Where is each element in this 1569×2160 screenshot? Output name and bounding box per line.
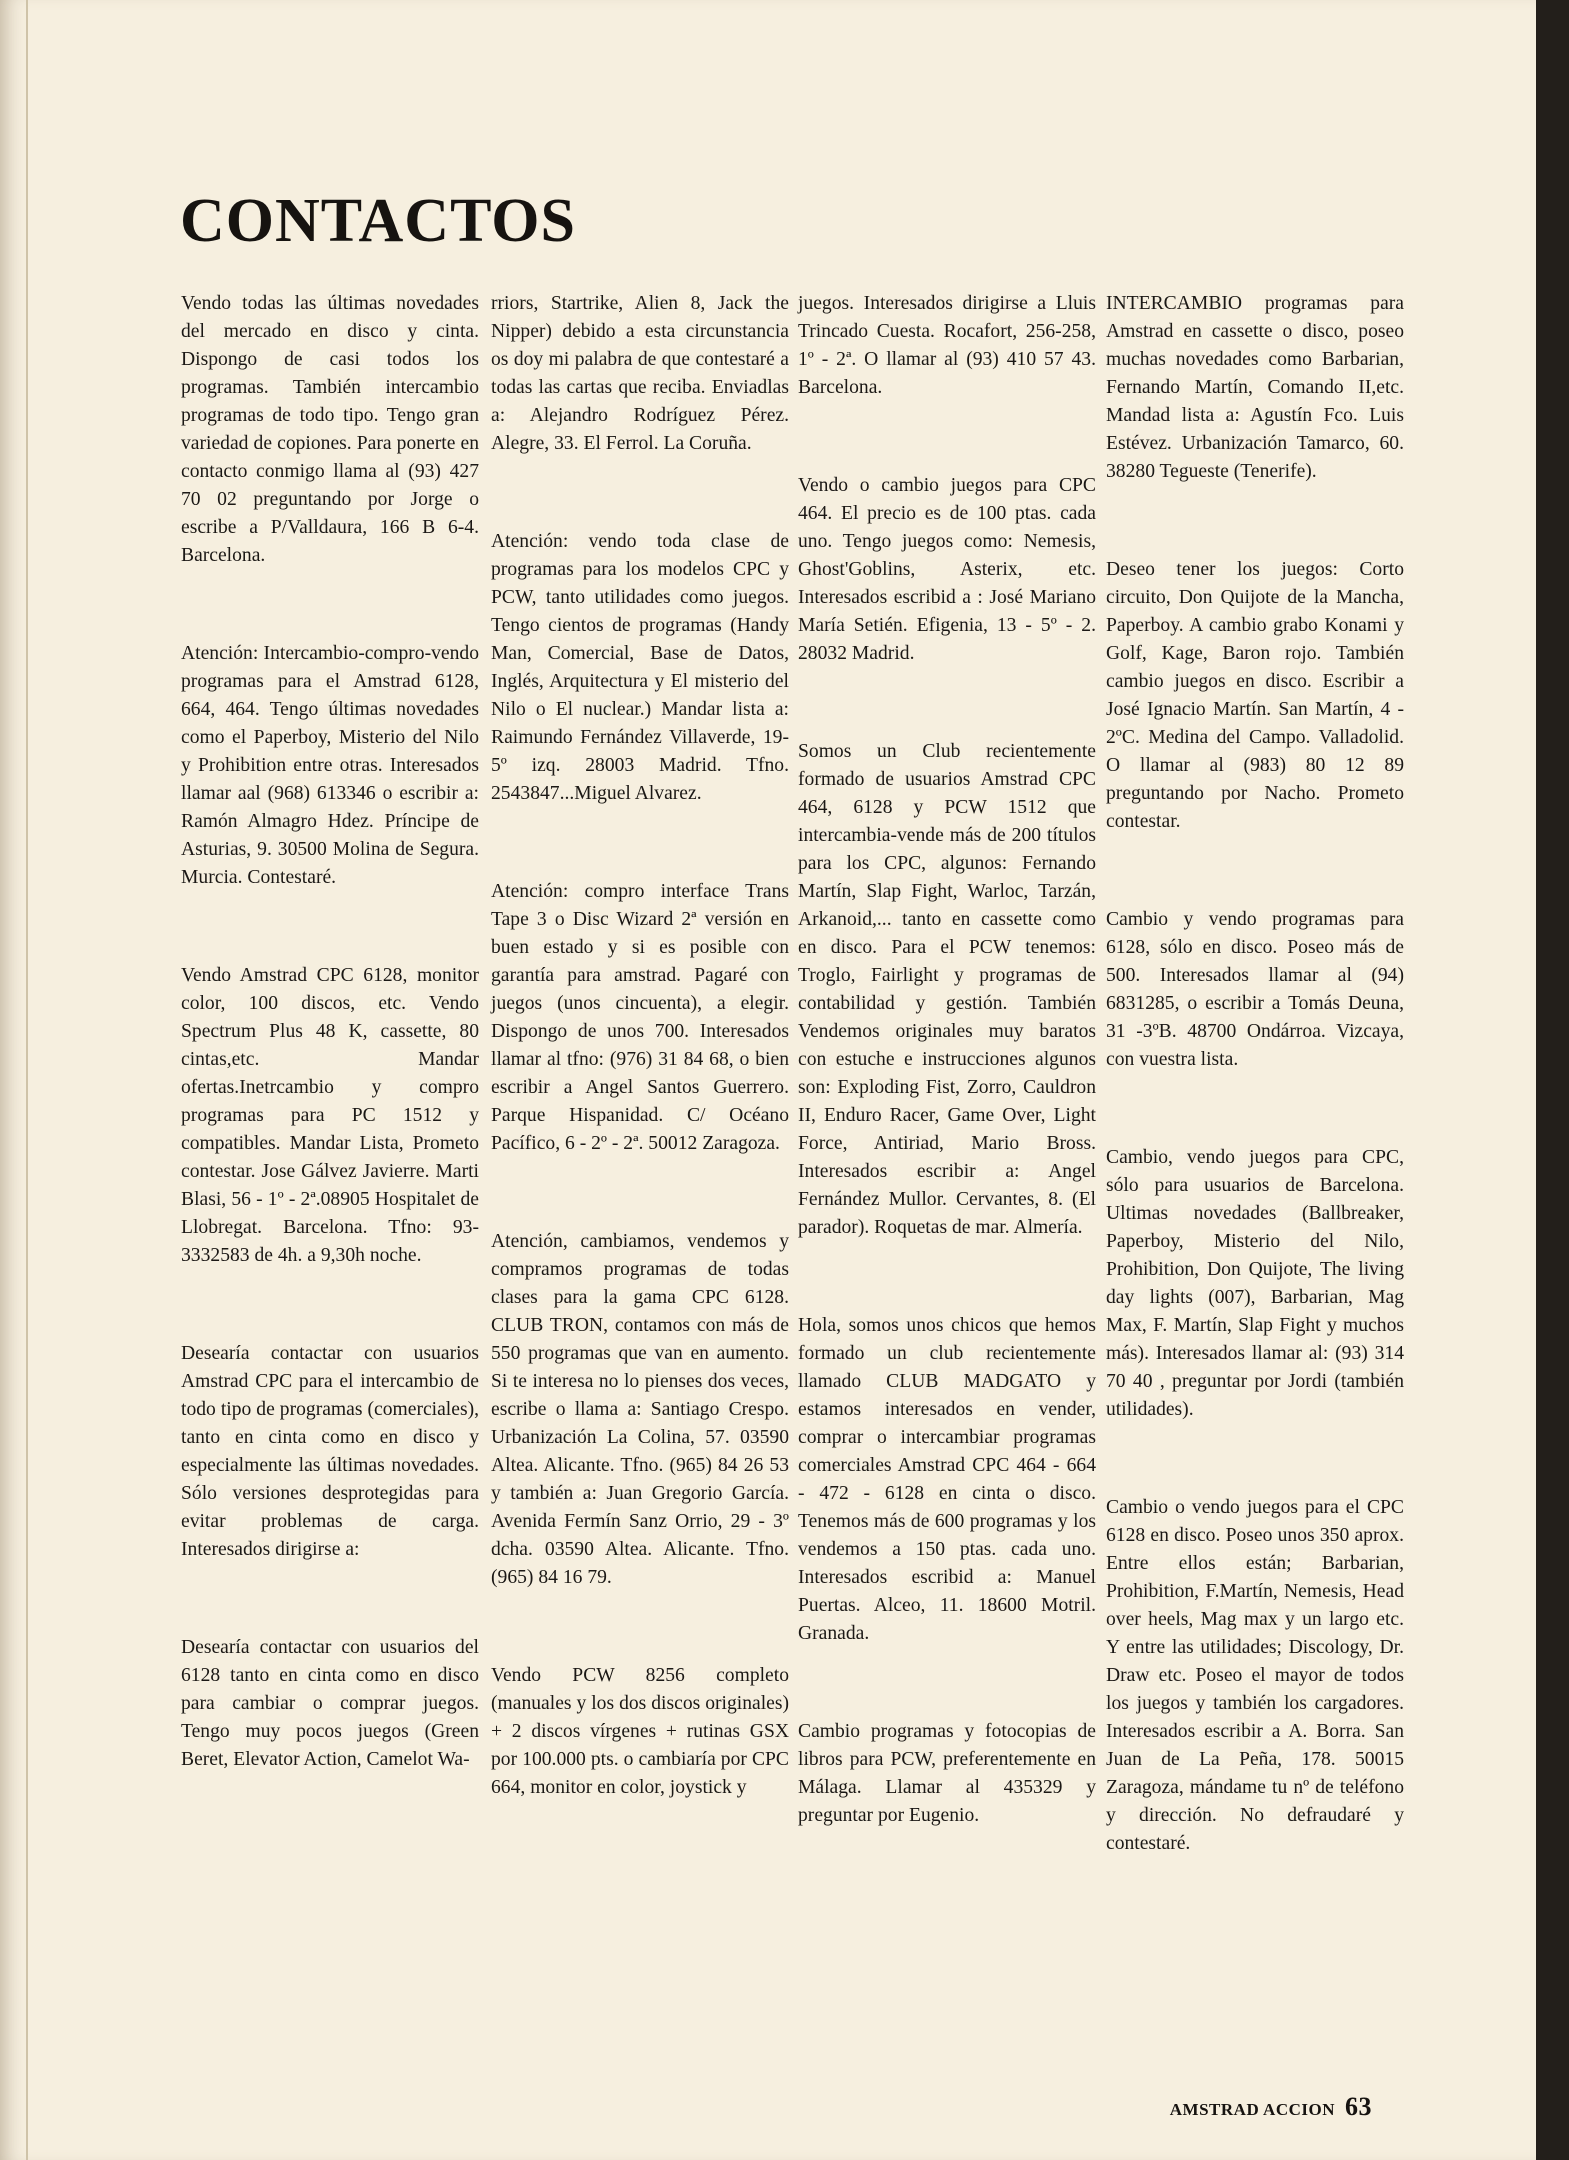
classified-ad: Vendo Amstrad CPC 6128, monitor color, 100 discos, etc. Vendo Spectrum Plus 48 K, cassette, 80 cintas,etc. Mandar ofertas.Inetrcambio y compro programas para PC 1512 y compatibles. Mandar Lista, Prometo contestar. Jose Gálvez Javierre. Marti Blasi, 56 - 1º - 2ª.08905 Hospitalet de Llobregat. Barcelona. Tfno: 93-3332583 de 4h. a 9,30h noche.: [181, 965, 479, 1266]
page-title: CONTACTOS: [180, 187, 577, 255]
classified-ad: Cambio o vendo juegos para el CPC 6128 en disco. Poseo unos 350 aprox. Entre ellos están; Barbarian, Prohibition, F.Martín, Nemesis, Head over heels, Mag max y un largo etc. Y entre las utilidades; Discology, Dr. Draw etc. Poseo el mayor de todos los juegos y también los cargadores. Interesados escribir a A. Borra. San Juan de La Peña, 178. 50015 Zaragoza, mándame tu nº de teléfono y dirección. No defraudaré y contestaré.: [1106, 1497, 1404, 1854]
classified-ad: Vendo todas las últimas novedades del mercado en disco y cinta. Dispongo de casi todos los programas. También intercambio programas de todo tipo. Tengo gran variedad de copiones. Para ponerte en contacto conmigo llama al (93) 427 70 02 preguntando por Jorge o escribe a P/Valldaura, 166 B 6-4. Barcelona.: [181, 293, 479, 566]
column-1: [181, 290, 479, 1774]
classified-ad: Desearía contactar con usuarios Amstrad CPC para el intercambio de todo tipo de programas (comerciales), tanto en cinta como en disco y especialmente las últimas novedades. Sólo versiones desprotegidas para evitar problemas de carga. Interesados dirigirse a:: [181, 1343, 479, 1560]
classified-ad: juegos. Interesados dirigirse a Lluis Trincado Cuesta. Rocafort, 256-258, 1º - 2ª. O llamar al (93) 410 57 43. Barcelona.: [798, 293, 1096, 398]
page-footer: [1170, 2092, 1372, 2122]
classified-ad: INTERCAMBIO programas para Amstrad en cassette o disco, poseo muchas novedades como Barbarian, Fernando Martín, Comando II,etc. Mandad lista a: Agustín Fco. Luis Estévez. Urbanización Tamarco, 60. 38280 Tegueste (Tenerife).: [1106, 293, 1404, 482]
classified-ad: Atención: vendo toda clase de programas para los modelos CPC y PCW, tanto utilidades como juegos. Tengo cientos de programas (Handy Man, Comercial, Base de Datos, Inglés, Arquitectura y El misterio del Nilo o El nuclear.) Mandar lista a: Raimundo Fernández Villaverde, 19-5º izq. 28003 Madrid. Tfno. 2543847...Miguel Alvarez.: [491, 531, 789, 804]
classified-ad: Vendo PCW 8256 completo (manuales y los dos discos originales) + 2 discos vírgenes + rutinas GSX por 100.000 pts. o cambiaría por CPC 664, monitor en color, joystick y: [491, 1665, 789, 1798]
column-4: [1106, 290, 1404, 1858]
classified-ad: Atención: Intercambio-compro-vendo programas para el Amstrad 6128, 664, 464. Tengo últimas novedades como el Paperboy, Misterio del Nilo y Prohibition entre otras. Interesados llamar aal (968) 613346 o escribir a: Ramón Almagro Hdez. Príncipe de Asturias, 9. 30500 Molina de Segura. Murcia. Contestaré.: [181, 643, 479, 888]
classified-ad: Atención: compro interface Trans Tape 3 o Disc Wizard 2ª versión en buen estado y si es posible con garantía para amstrad. Pagaré con juegos (unos cincuenta), a elegir. Dispongo de unos 700. Interesados llamar al tfno: (976) 31 84 68, o bien escribir a Angel Santos Guerrero. Parque Hispanidad. C/ Océano Pacífico, 6 - 2º - 2ª. 50012 Zaragoza.: [491, 881, 789, 1154]
magazine-name: AMSTRAD ACCION: [1169, 2100, 1335, 2119]
classified-ad: Vendo o cambio juegos para CPC 464. El precio es de 100 ptas. cada uno. Tengo juegos como: Nemesis, Ghost'Goblins, Asterix, etc. Interesados escribid a : José Mariano María Setién. Efigenia, 13 - 5º - 2. 28032 Madrid.: [798, 475, 1096, 664]
classified-ad: Desearía contactar con usuarios del 6128 tanto en cinta como en disco para cambiar o comprar juegos. Tengo muy pocos juegos (Green Beret, Elevator Action, Camelot Wa-: [181, 1637, 479, 1770]
classified-ad: Deseo tener los juegos: Corto circuito, Don Quijote de la Mancha, Paperboy. A cambio grabo Konami y Golf, Kage, Baron rojo. También cambio juegos en disco. Escribir a José Ignacio Martín. San Martín, 4 - 2ºC. Medina del Campo. Valladolid. O llamar al (983) 80 12 89 preguntando por Nacho. Prometo contestar.: [1106, 559, 1404, 832]
column-2: [491, 290, 789, 1802]
classified-ad: Atención, cambiamos, vendemos y compramos programas de todas clases para la gama CPC 6128. CLUB TRON, contamos con más de 550 programas que van en aumento. Si te interesa no lo pienses dos veces, escribe o llama a: Santiago Crespo. Urbanización La Colina, 57. 03590 Altea. Alicante. Tfno. (965) 84 26 53 y también a: Juan Gregorio García. Avenida Fermín Sanz Orrio, 29 - 3º dcha. 03590 Altea. Alicante. Tfno. (965) 84 16 79.: [491, 1231, 789, 1588]
classified-ad: Cambio, vendo juegos para CPC, sólo para usuarios de Barcelona. Ultimas novedades (Ballbreaker, Paperboy, Misterio del Nilo, Prohibition, Don Quijote, The living day lights (007), Barbarian, Mag Max, F. Martín, Slap Fight y muchos más). Interesados llamar al: (93) 314 70 40 , preguntar por Jordi (también utilidades).: [1106, 1147, 1404, 1420]
page-number: 63: [1345, 2092, 1372, 2121]
page-spine: [26, 0, 28, 2160]
column-3: [798, 290, 1096, 1830]
classified-ad: Cambio programas y fotocopias de libros para PCW, preferentemente en Málaga. Llamar al 435329 y preguntar por Eugenio.: [798, 1721, 1096, 1826]
classified-ad: Cambio y vendo programas para 6128, sólo en disco. Poseo más de 500. Interesados llamar al (94) 6831285, o escribir a Tomás Deuna, 31 -3ºB. 48700 Ondárroa. Vizcaya, con vuestra lista.: [1106, 909, 1404, 1070]
classified-ad: Hola, somos unos chicos que hemos formado un club recientemente llamado CLUB MADGATO y estamos interesados en vender, comprar o intercambiar programas comerciales Amstrad CPC 464 - 664 - 472 - 6128 en cinta o disco. Tenemos más de 600 programas y los vendemos a 150 ptas. cada uno. Interesados escribid a: Manuel Puertas. Alceo, 11. 18600 Motril. Granada.: [798, 1315, 1096, 1644]
classified-ad: rriors, Startrike, Alien 8, Jack the Nipper) debido a esta circunstancia os doy mi palabra de que contestaré a todas las cartas que reciba. Enviadlas a: Alejandro Rodríguez Pérez. Alegre, 33. El Ferrol. La Coruña.: [491, 293, 789, 454]
classified-ad: Somos un Club recientemente formado de usuarios Amstrad CPC 464, 6128 y PCW 1512 que intercambia-vende más de 200 títulos para los CPC, algunos: Fernando Martín, Slap Fight, Warloc, Tarzán, Arkanoid,... tanto en cassette como en disco. Para el PCW tenemos: Troglo, Fairlight y programas de contabilidad y gestión. También Vendemos originales muy baratos con estuche e instrucciones algunos son: Exploding Fist, Zorro, Cauldron II, Enduro Racer, Game Over, Light Force, Antiriad, Mario Bross. Interesados escribir a: Angel Fernández Mullor. Cervantes, 8. (El parador). Roquetas de mar. Almería.: [798, 741, 1096, 1238]
